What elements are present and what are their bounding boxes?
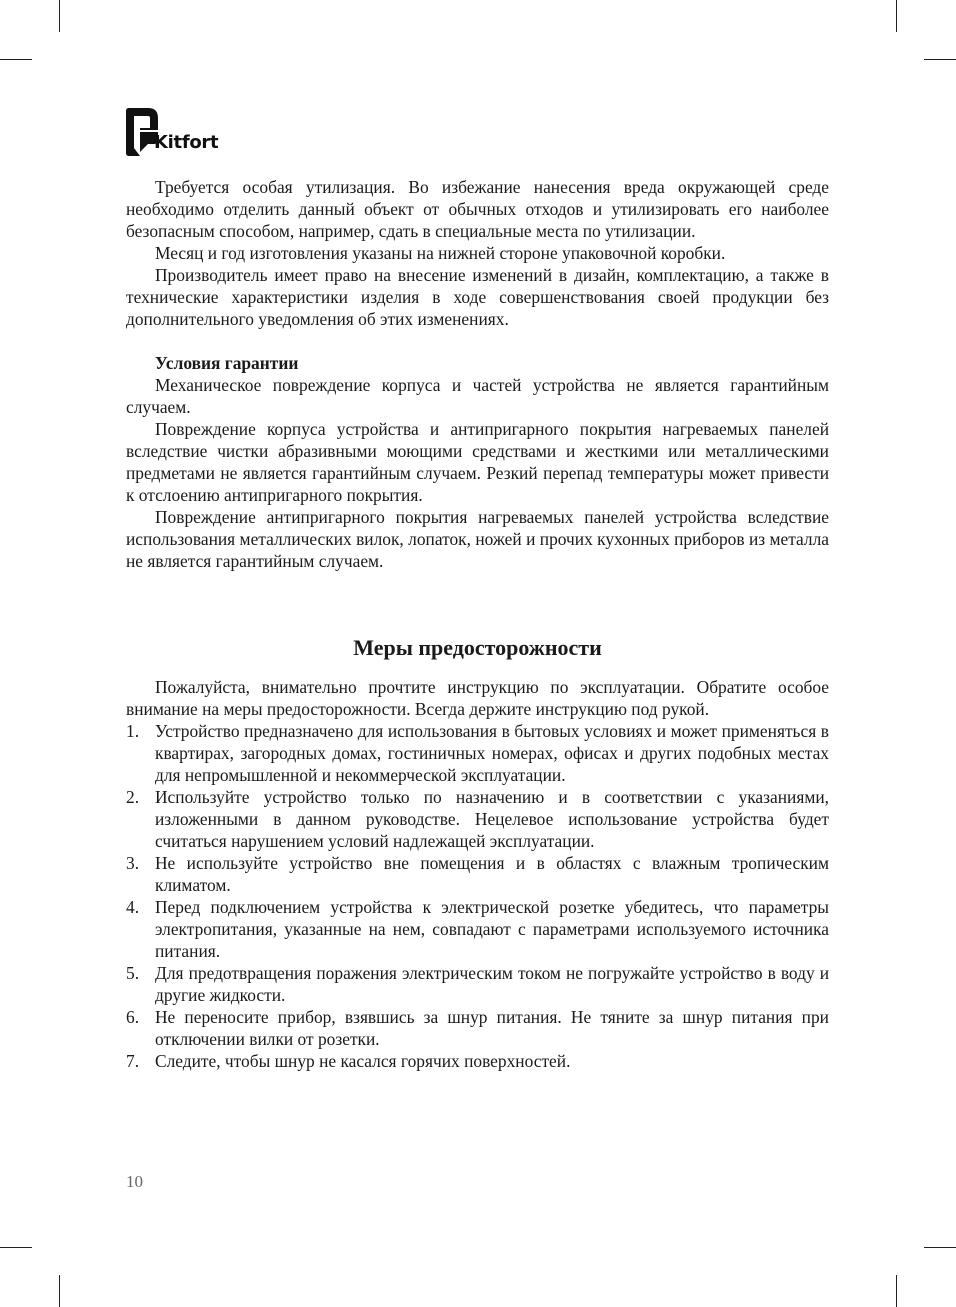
list-item-text: Для предотвращения поражения электрическим током не погружайте устройство в воду и другие жидкости. (155, 963, 829, 1005)
page-content (126, 176, 829, 1072)
list-item-number: 6. (126, 1007, 140, 1027)
kitfort-logo-text: Kitfort (154, 132, 219, 153)
crop-mark-bottom-left-horizontal (0, 1247, 32, 1248)
warranty-paragraph-2: Повреждение корпуса устройства и антипригарного покрытия нагреваемых панелей вследствие чистки абразивными моющими средствами и жесткими или металлическими предметами не является гарантийным случаем. Резкий перепад температуры может привести к отслоению антипригарного покрытия. (126, 419, 829, 505)
list-item-text: Следите, чтобы шнур не касался горячих поверхностей. (155, 1051, 571, 1071)
list-item-number: 1. (126, 721, 140, 741)
list-item-number: 4. (126, 897, 140, 917)
warranty-heading: Условия гарантии (155, 353, 299, 373)
list-item-number: 7. (126, 1051, 140, 1071)
warranty-paragraph-1: Механическое повреждение корпуса и частей устройства не является гарантийным случаем. (126, 375, 829, 417)
crop-mark-bottom-right (896, 1275, 897, 1307)
crop-mark-top-right (896, 0, 897, 32)
list-item (126, 786, 829, 852)
disposal-paragraph-1: Требуется особая утилизация. Во избежание нанесения вреда окружающей среде необходимо отделить данный объект от обычных отходов и утилизировать его наиболее безопасным способом, например, сдать в специальные места по утилизации. (126, 177, 829, 241)
precautions-intro: Пожалуйста, внимательно прочтите инструкцию по эксплуатации. Обратите особое внимание на меры предосторожности. Всегда держите инструкцию под рукой. (126, 677, 829, 719)
warranty-paragraph-3: Повреждение антипригарного покрытия нагреваемых панелей устройства вследствие использования металлических вилок, лопаток, ножей и прочих кухонных приборов из металла не является гарантийным случаем. (126, 507, 829, 571)
page-number: 10 (126, 1172, 143, 1191)
list-item (126, 852, 829, 896)
list-item-text: Устройство предназначено для использования в бытовых условиях и может применяться в квартирах, загородных домах, гостиничных номерах, офисах и других подобных местах для непромышленной и некоммерческой эксплуатации. (155, 721, 829, 785)
crop-mark-top-right-horizontal (924, 59, 956, 60)
disposal-paragraph-3: Производитель имеет право на внесение изменений в дизайн, комплектацию, а также в технические характеристики изделия в ходе совершенствования своей продукции без дополнительного уведомления об этих изменениях. (126, 265, 829, 329)
disposal-paragraph-2: Месяц и год изготовления указаны на нижней стороне упаковочной коробки. (155, 243, 726, 263)
list-item-number: 2. (126, 787, 140, 807)
list-item (126, 1006, 829, 1050)
crop-mark-bottom-left (59, 1275, 60, 1307)
list-item-text: Используйте устройство только по назначению и в соответствии с указаниями, изложенными в данном руководстве. Нецелевое использование устройства будет считаться нарушением условий надлежащей эксплуатации. (155, 787, 829, 851)
list-item (126, 1050, 829, 1072)
list-item (126, 962, 829, 1006)
precautions-title: Меры предосторожности (353, 635, 602, 660)
list-item (126, 720, 829, 786)
precautions-list (126, 720, 829, 1072)
crop-mark-top-left (59, 0, 60, 32)
list-item-number: 3. (126, 853, 140, 873)
crop-mark-top-left-horizontal (0, 59, 32, 60)
list-item (126, 896, 829, 962)
crop-mark-bottom-right-horizontal (924, 1247, 956, 1248)
kitfort-logo (126, 108, 219, 156)
list-item-text: Перед подключением устройства к электрической розетке убедитесь, что параметры электропитания, указанные на нем, совпадают с параметрами используемого источника питания. (155, 897, 829, 961)
list-item-text: Не переносите прибор, взявшись за шнур питания. Не тяните за шнур питания при отключении вилки от розетки. (155, 1007, 829, 1049)
list-item-number: 5. (126, 963, 140, 983)
list-item-text: Не используйте устройство вне помещения и в областях с влажным тропическим климатом. (155, 853, 829, 895)
